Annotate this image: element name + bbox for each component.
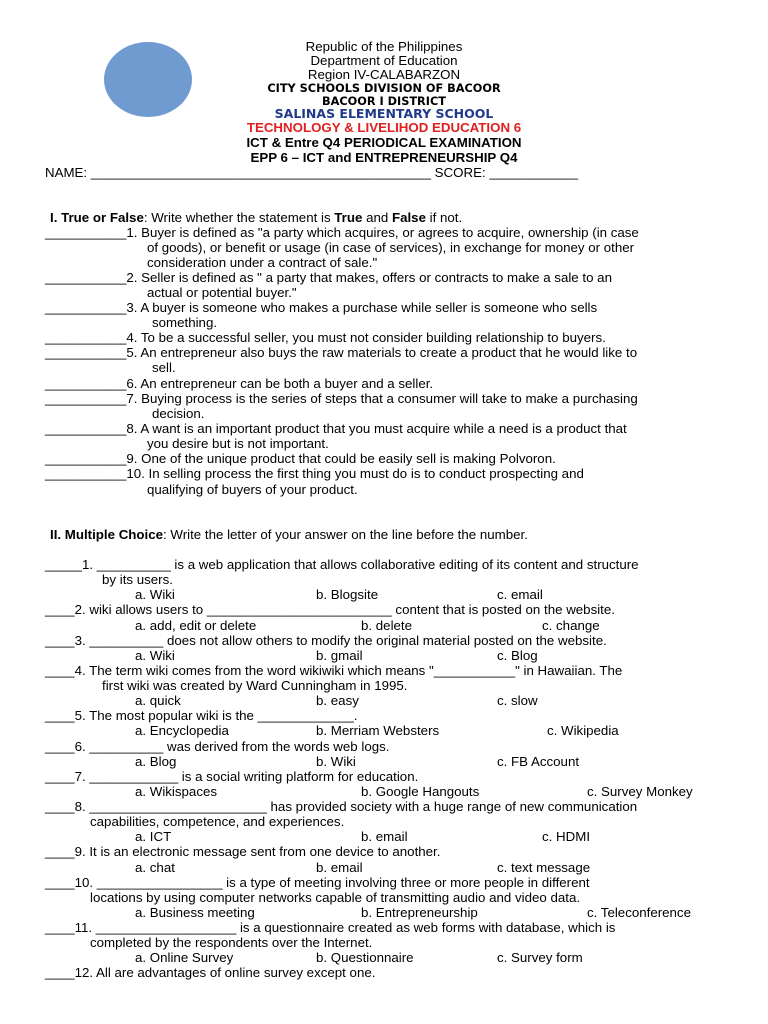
tf-question: ___________7. Buying process is the series of steps that a consumer will take to make a purchasing (45, 391, 638, 406)
mc-option: b. Google Hangouts (361, 784, 480, 799)
mc-option: b. Wiki (316, 754, 356, 769)
tf-question-cont: actual or potential buyer." (147, 285, 297, 300)
mc-option: a. chat (135, 860, 175, 875)
mc-option: b. Questionnaire (316, 950, 414, 965)
mc-question-cont: capabilities, competence, and experiences. (90, 814, 345, 829)
tf-question-cont: decision. (152, 406, 205, 421)
mc-option: a. Encyclopedia (135, 723, 229, 738)
part1-heading: I. True or False: Write whether the statement is True and False if not. (50, 210, 463, 225)
mc-question-cont: locations by using computer networks capable of transmitting audio and video data. (90, 890, 581, 905)
tf-question: ___________3. A buyer is someone who makes a purchase while seller is someone who sells (45, 300, 598, 315)
mc-question: ____5. The most popular wiki is the _____________. (45, 708, 358, 723)
mc-question: ____10. _________________ is a type of meeting involving three or more people in different (45, 875, 590, 890)
header-department: Department of Education (310, 53, 458, 68)
tf-question: ___________10. In selling process the first thing you must do is to conduct prospecting and (45, 466, 584, 481)
tf-question: ___________8. A want is an important product that you must acquire while a need is a product that (45, 421, 627, 436)
mc-option: b. delete (361, 618, 413, 633)
tf-question-cont: consideration under a contract of sale." (147, 255, 378, 270)
mc-option: a. Business meeting (135, 905, 255, 920)
tf-question: ___________9. One of the unique product that could be easily sell is making Polvoron. (45, 451, 556, 466)
mc-question-cont: completed by the respondents over the Internet. (90, 935, 373, 950)
mc-question-cont: by its users. (102, 572, 173, 587)
mc-option: a. ICT (135, 829, 172, 844)
mc-question: ____4. The term wiki comes from the word wikiwiki which means "___________" in Hawaiian. The (45, 663, 623, 678)
mc-option: b. Merriam Websters (316, 723, 440, 738)
mc-option: a. add, edit or delete (135, 618, 257, 633)
mc-option: c. Blog (497, 648, 538, 663)
mc-option: b. email (361, 829, 408, 844)
mc-option: a. Wiki (135, 648, 175, 663)
tf-question: ___________1. Buyer is defined as "a party which acquires, or agrees to acquire, ownership (in case (45, 225, 639, 240)
exam-subtitle: EPP 6 – ICT and ENTREPRENEURSHIP Q4 (250, 150, 518, 165)
mc-question: ____2. wiki allows users to _________________________ content that is posted on the website. (45, 602, 615, 617)
tf-question-cont: you desire but is not important. (147, 436, 329, 451)
mc-question: ____6. __________ was derived from the words web logs. (45, 739, 390, 754)
mc-option: c. change (542, 618, 600, 633)
mc-question: ____3. __________ does not allow others to modify the original material posted on the website. (45, 633, 607, 648)
part2-heading: II. Multiple Choice: Write the letter of your answer on the line before the number. (50, 527, 528, 542)
mc-option: c. slow (497, 693, 538, 708)
mc-question: ____11. ___________________ is a questionnaire created as web forms with database, which is (45, 920, 616, 935)
mc-option: c. Survey form (497, 950, 583, 965)
mc-question-cont: first wiki was created by Ward Cunningham in 1995. (102, 678, 408, 693)
mc-option: c. HDMI (542, 829, 591, 844)
mc-option: a. Wikispaces (135, 784, 218, 799)
mc-option: c. Survey Monkey (587, 784, 693, 799)
mc-option: a. Blog (135, 754, 177, 769)
mc-option: b. email (316, 860, 363, 875)
header-republic: Republic of the Philippines (305, 39, 463, 54)
mc-option: b. easy (316, 693, 359, 708)
subject-title: TECHNOLOGY & LIVELIHOD EDUCATION 6 (246, 120, 522, 135)
tf-question: ___________5. An entrepreneur also buys the raw materials to create a product that he would like to (45, 345, 638, 360)
mc-question: ____8. ________________________ has provided society with a huge range of new communication (45, 799, 638, 814)
name-score-line: NAME: ______________________________________________ SCORE: ____________ (45, 165, 579, 180)
mc-option: a. Wiki (135, 587, 175, 602)
header-region: Region IV-CALABARZON (307, 67, 461, 82)
tf-question: ___________2. Seller is defined as " a party that makes, offers or contracts to make a sale to an (45, 270, 612, 285)
exam-title: ICT & Entre Q4 PERIODICAL EXAMINATION (246, 135, 522, 150)
mc-option: b. Blogsite (316, 587, 379, 602)
mc-question: ____7. ____________ is a social writing platform for education. (45, 769, 419, 784)
mc-option: b. gmail (316, 648, 363, 663)
mc-option: c. Wikipedia (547, 723, 619, 738)
tf-question: ___________6. An entrepreneur can be both a buyer and a seller. (45, 376, 434, 391)
header-division: CITY SCHOOLS DIVISION OF BACOOR (267, 82, 501, 95)
mc-option: a. quick (135, 693, 181, 708)
mc-option: a. Online Survey (135, 950, 234, 965)
tf-question-cont: sell. (152, 360, 176, 375)
tf-question: ___________4. To be a successful seller, you must not consider building relationship to buyers. (45, 330, 606, 345)
tf-question-cont: of goods), or benefit or usage (in case of services), in exchange for money or other (147, 240, 635, 255)
mc-option: b. Entrepreneurship (361, 905, 478, 920)
mc-option: c. Teleconference (587, 905, 691, 920)
mc-question: _____1. __________ is a web application that allows collaborative editing of its content and structure (45, 557, 639, 572)
tf-question-cont: qualifying of buyers of your product. (147, 482, 358, 497)
mc-option: c. FB Account (497, 754, 580, 769)
mc-option: c. email (497, 587, 543, 602)
mc-question: ____9. It is an electronic message sent from one device to another. (45, 844, 441, 859)
school-name: SALINAS ELEMENTARY SCHOOL (274, 106, 494, 121)
mc-question: ____12. All are advantages of online survey except one. (45, 965, 376, 980)
tf-question-cont: something. (152, 315, 218, 330)
header-district: BACOOR I DISTRICT (322, 95, 446, 108)
mc-option: c. text message (497, 860, 591, 875)
